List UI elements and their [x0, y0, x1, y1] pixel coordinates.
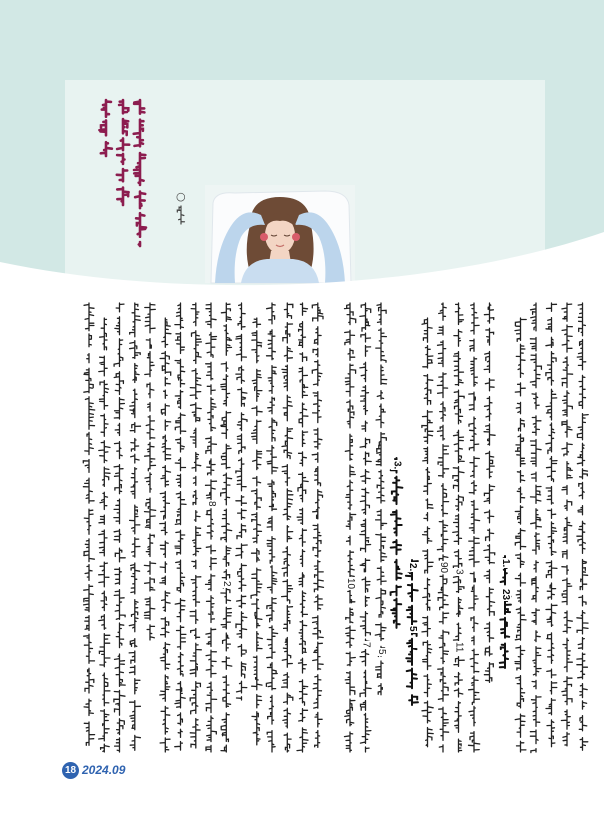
text-column: [484, 303, 495, 682]
text-column: [312, 303, 323, 747]
inline-number: 90: [438, 562, 449, 574]
text-column: [114, 303, 125, 752]
text-column: [515, 318, 526, 752]
text-column: [236, 303, 247, 700]
byline-marker: ○: [176, 190, 186, 203]
section-number: 1.: [500, 559, 511, 568]
text-column: [453, 303, 464, 752]
text-column: [437, 303, 448, 752]
text-column: [422, 318, 433, 747]
text-column: [83, 303, 94, 745]
text-column: [190, 303, 201, 748]
section-heading-column: [500, 556, 511, 668]
text-column: [577, 303, 588, 750]
text-column: [282, 303, 293, 752]
page-number-badge: 18: [62, 762, 79, 779]
text-column: [129, 303, 140, 750]
issue-date: 2024.09: [82, 763, 126, 777]
left-text-block: [83, 303, 323, 752]
text-column: [561, 303, 572, 746]
text-column: [221, 303, 232, 752]
text-column: [99, 318, 110, 752]
text-column: [375, 303, 386, 695]
inline-number: 7: [360, 642, 372, 648]
text-column: [175, 303, 186, 750]
text-column: [160, 318, 171, 752]
text-column: [144, 303, 155, 640]
text-column: [530, 303, 541, 753]
inline-number: 8: [206, 501, 217, 507]
section-heading-column: [391, 458, 403, 628]
text-column: [546, 303, 557, 747]
text-column: [251, 318, 262, 745]
text-column: [360, 303, 371, 752]
section-number: 3.: [391, 461, 403, 470]
inline-number: 11: [453, 642, 465, 653]
inline-number: 23: [500, 589, 511, 601]
inline-number: 5: [376, 649, 387, 655]
inline-number: 3: [453, 569, 465, 575]
inline-number: 10: [345, 578, 356, 590]
text-column: [345, 303, 356, 752]
right-text-block: [345, 303, 589, 753]
inline-number: 2: [221, 581, 232, 587]
text-column: [266, 303, 277, 752]
inline-number: 5: [407, 626, 418, 632]
section-number: 2.: [407, 563, 418, 572]
text-column: [206, 303, 217, 752]
text-column: [469, 303, 480, 752]
text-column: [297, 303, 308, 752]
